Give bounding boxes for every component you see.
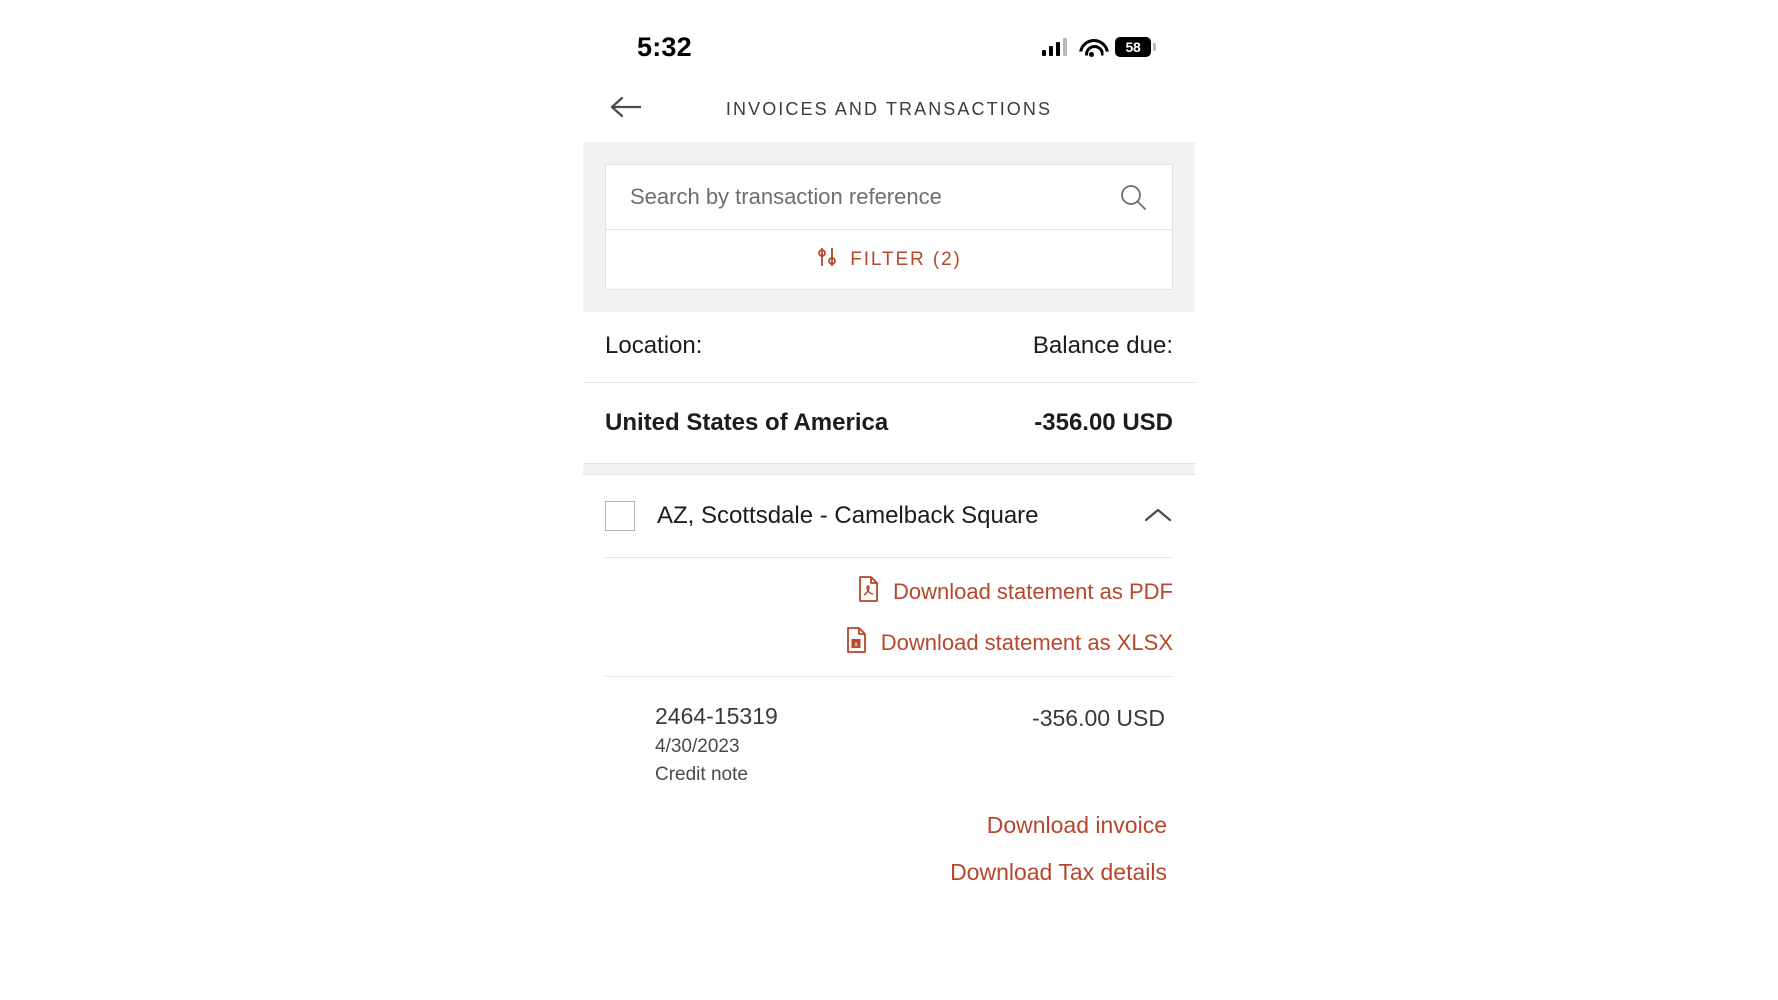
transaction-actions xyxy=(583,792,1195,896)
location-column-label: Location: xyxy=(605,332,703,359)
download-statement-xlsx-label: Download statement as XLSX xyxy=(880,629,1173,655)
transaction-details xyxy=(655,703,778,786)
summary-header-row xyxy=(583,312,1195,383)
pdf-file-icon xyxy=(857,576,879,607)
back-button[interactable] xyxy=(599,82,653,136)
transaction-date: 4/30/2023 xyxy=(655,736,740,757)
search-panel xyxy=(583,142,1195,312)
balance-column-label: Balance due: xyxy=(1032,332,1173,359)
download-statement-pdf-row[interactable] xyxy=(583,558,1195,613)
battery-level: 58 xyxy=(1125,39,1141,55)
balance-value: -356.00 USD xyxy=(1034,409,1173,436)
status-bar xyxy=(583,0,1195,76)
phone-screen xyxy=(583,0,1195,1000)
group-checkbox[interactable] xyxy=(605,501,635,531)
download-statement-pdf-label: Download statement as PDF xyxy=(892,578,1173,604)
cellular-signal-icon xyxy=(1042,38,1068,56)
chevron-up-icon[interactable] xyxy=(1143,506,1173,526)
page-title: INVOICES AND TRANSACTIONS xyxy=(725,98,1053,119)
group-name: AZ, Scottsdale - Camelback Square xyxy=(657,502,1039,529)
download-tax-details-link[interactable]: Download Tax details xyxy=(950,859,1167,885)
battery-icon xyxy=(1115,37,1151,57)
status-time: 5:32 xyxy=(637,31,692,62)
filter-label: FILTER (2) xyxy=(850,248,962,270)
section-divider xyxy=(583,463,1195,475)
xlsx-file-icon xyxy=(845,627,867,658)
status-indicators xyxy=(1042,37,1152,57)
search-input[interactable] xyxy=(630,184,1108,210)
download-invoice-link[interactable]: Download invoice xyxy=(986,812,1167,838)
filter-button[interactable] xyxy=(605,230,1173,290)
transaction-type: Credit note xyxy=(655,764,748,785)
transaction-amount: -356.00 USD xyxy=(1032,705,1165,731)
location-value: United States of America xyxy=(605,409,889,436)
svg-text:x: x xyxy=(853,641,858,649)
search-icon[interactable] xyxy=(1118,182,1148,212)
download-statement-xlsx-row[interactable] xyxy=(583,613,1195,676)
wifi-icon xyxy=(1079,38,1103,56)
search-field[interactable] xyxy=(605,164,1173,230)
page-header xyxy=(583,76,1195,142)
back-arrow-icon xyxy=(609,95,643,124)
transaction-reference: 2464-15319 xyxy=(655,703,778,729)
transaction-row xyxy=(583,677,1195,792)
filter-sliders-icon xyxy=(816,246,838,273)
location-group-row[interactable] xyxy=(583,475,1195,557)
summary-value-row xyxy=(583,383,1195,463)
